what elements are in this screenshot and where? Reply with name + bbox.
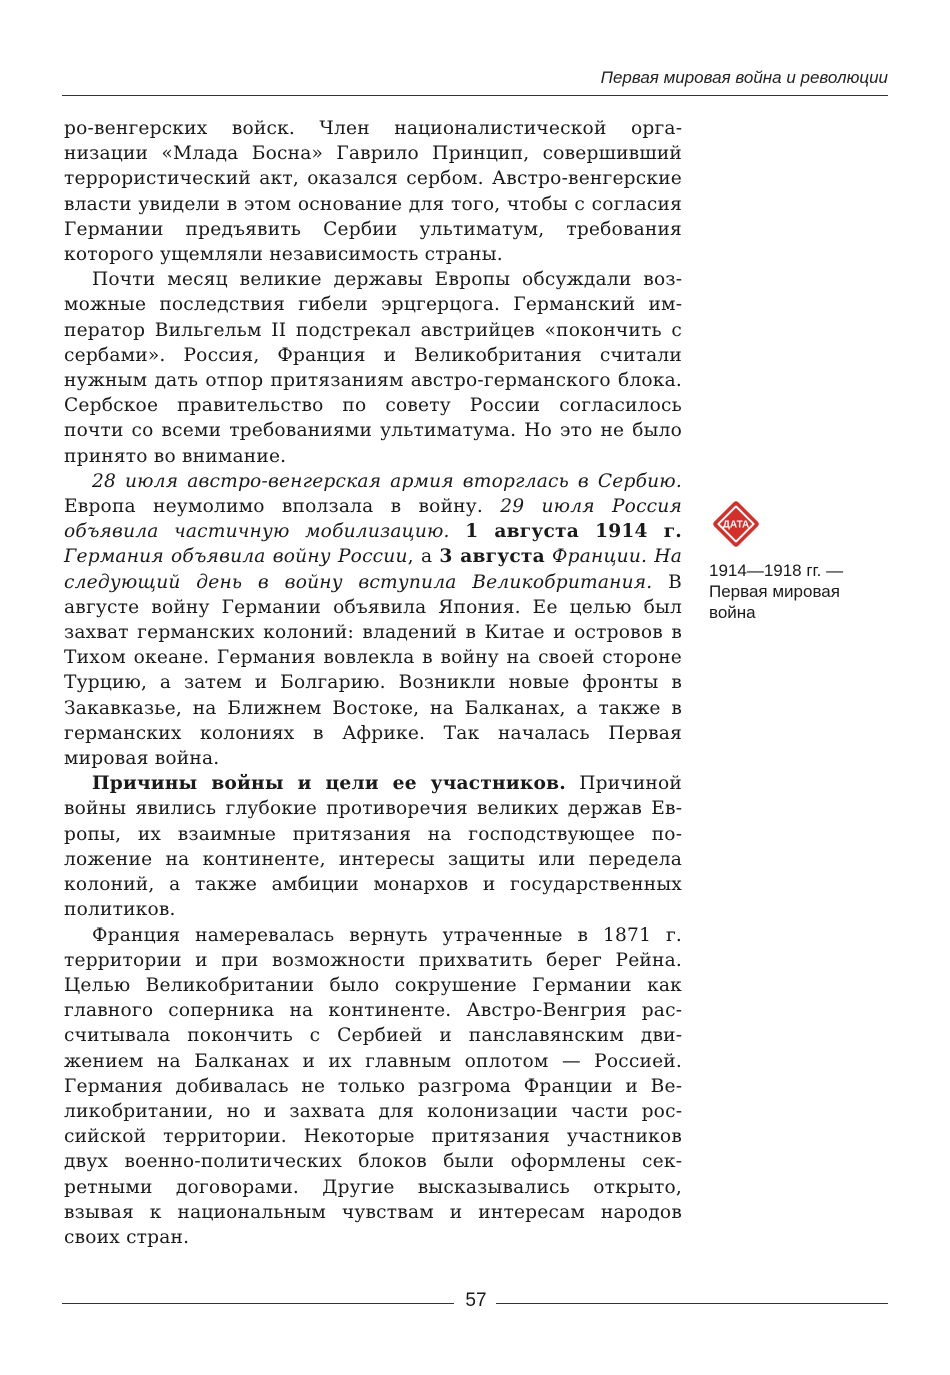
date-badge-icon xyxy=(709,497,763,551)
page-number: 57 xyxy=(465,1290,487,1311)
body-paragraph xyxy=(64,116,682,267)
date-note-text: 1914—1918 гг. — Первая мировая война xyxy=(709,561,844,622)
text-run xyxy=(450,521,466,542)
bold-text: 3 августа xyxy=(439,546,545,568)
bold-text: Причины войны и цели ее участников. xyxy=(92,773,566,795)
italic-text: Германия объявила войну России xyxy=(64,546,408,568)
header-rule xyxy=(62,95,888,96)
text-run: , а xyxy=(407,546,440,568)
body-paragraph xyxy=(64,267,682,469)
text-run: Франция намеревалась вернуть утраченные в 1871 г. территории и при возможности прихватить берег Рейна. Целью Великобритании было сокрушение Германии как главного соперника на континенте. Австро-Венгрия рассчитывала покончить с Сербией и панславянским движением на Балканах и их главным оплотом — Россией. Германия добивалась не только разгрома Франции и Великобритании, но и захвата для колонизации части российской территории. Некоторые притязания участников двух военно-политических блоков были оформлены секретными договорами. Другие высказывались открыто, взывая к национальным чувствам и интересам народов своих стран. xyxy=(64,924,682,1248)
footer-rule-left xyxy=(62,1303,454,1304)
date-sidebar xyxy=(709,497,889,623)
italic-text: Франции. На следующий день в войну вступила Великобритания. xyxy=(64,546,682,593)
text-run: В августе войну Германии объявила Япония. Ее целью был захват германских колоний: владений в Китае и островов в Тихом океане. Германия вовлекла в войну на своей стороне Турцию, а затем и Болгарию. Возникли новые фронты в Закавказье, на Ближнем Востоке, на Балканах, а также в германских колониях в Африке. Так началась Первая мировая война. xyxy=(64,571,682,770)
body-paragraph xyxy=(64,771,682,922)
italic-text: 28 июля австро-венгерская армия вторглась в Сербию. xyxy=(92,470,682,492)
text-run: ро-венгерских войск. Член националистической организации «Млада Босна» Гаврило Принцип, совершивший террористический акт, оказался сербом. Австро-венгерские власти увидели в этом основание для того, чтобы с согласия Германии предъявить Сербии ультиматум, требования которого ущемляли независимость страны. xyxy=(64,118,682,266)
body-paragraph xyxy=(64,469,682,771)
text-run: Причиной войны явились глубокие противоречия великих держав Европы, их взаимные притязания на господствующее положение на континенте, интересы защиты или передела колоний, а также амбиции монархов и государственных политиков. xyxy=(64,773,683,921)
body-paragraph xyxy=(64,923,682,1251)
text-run: Почти месяц великие державы Европы обсуждали возможные последствия гибели эрцгерцога. Германский император Вильгельм II подстрекал австрийцев «покончить с сербами». Россия, Франция и Великобритания считали нужным дать отпор притязаниям австро-германского блока. Сербское правительство по совету России согласилось почти со всеми требованиями ультиматума. Но это не было принято во внимание. xyxy=(64,269,682,467)
date-badge-label: ДАТА xyxy=(722,519,750,531)
footer-rule-right xyxy=(496,1303,888,1304)
running-title: Первая мировая война и революции xyxy=(600,68,888,87)
main-text-column xyxy=(64,116,682,1250)
italic-text: 29 июля Россия объявила частичную мобилизацию. xyxy=(64,496,682,543)
text-run: Европа неумолимо вползала в войну. xyxy=(64,496,501,518)
bold-text: 1 августа 1914 г. xyxy=(465,521,682,543)
text-run xyxy=(545,546,552,567)
